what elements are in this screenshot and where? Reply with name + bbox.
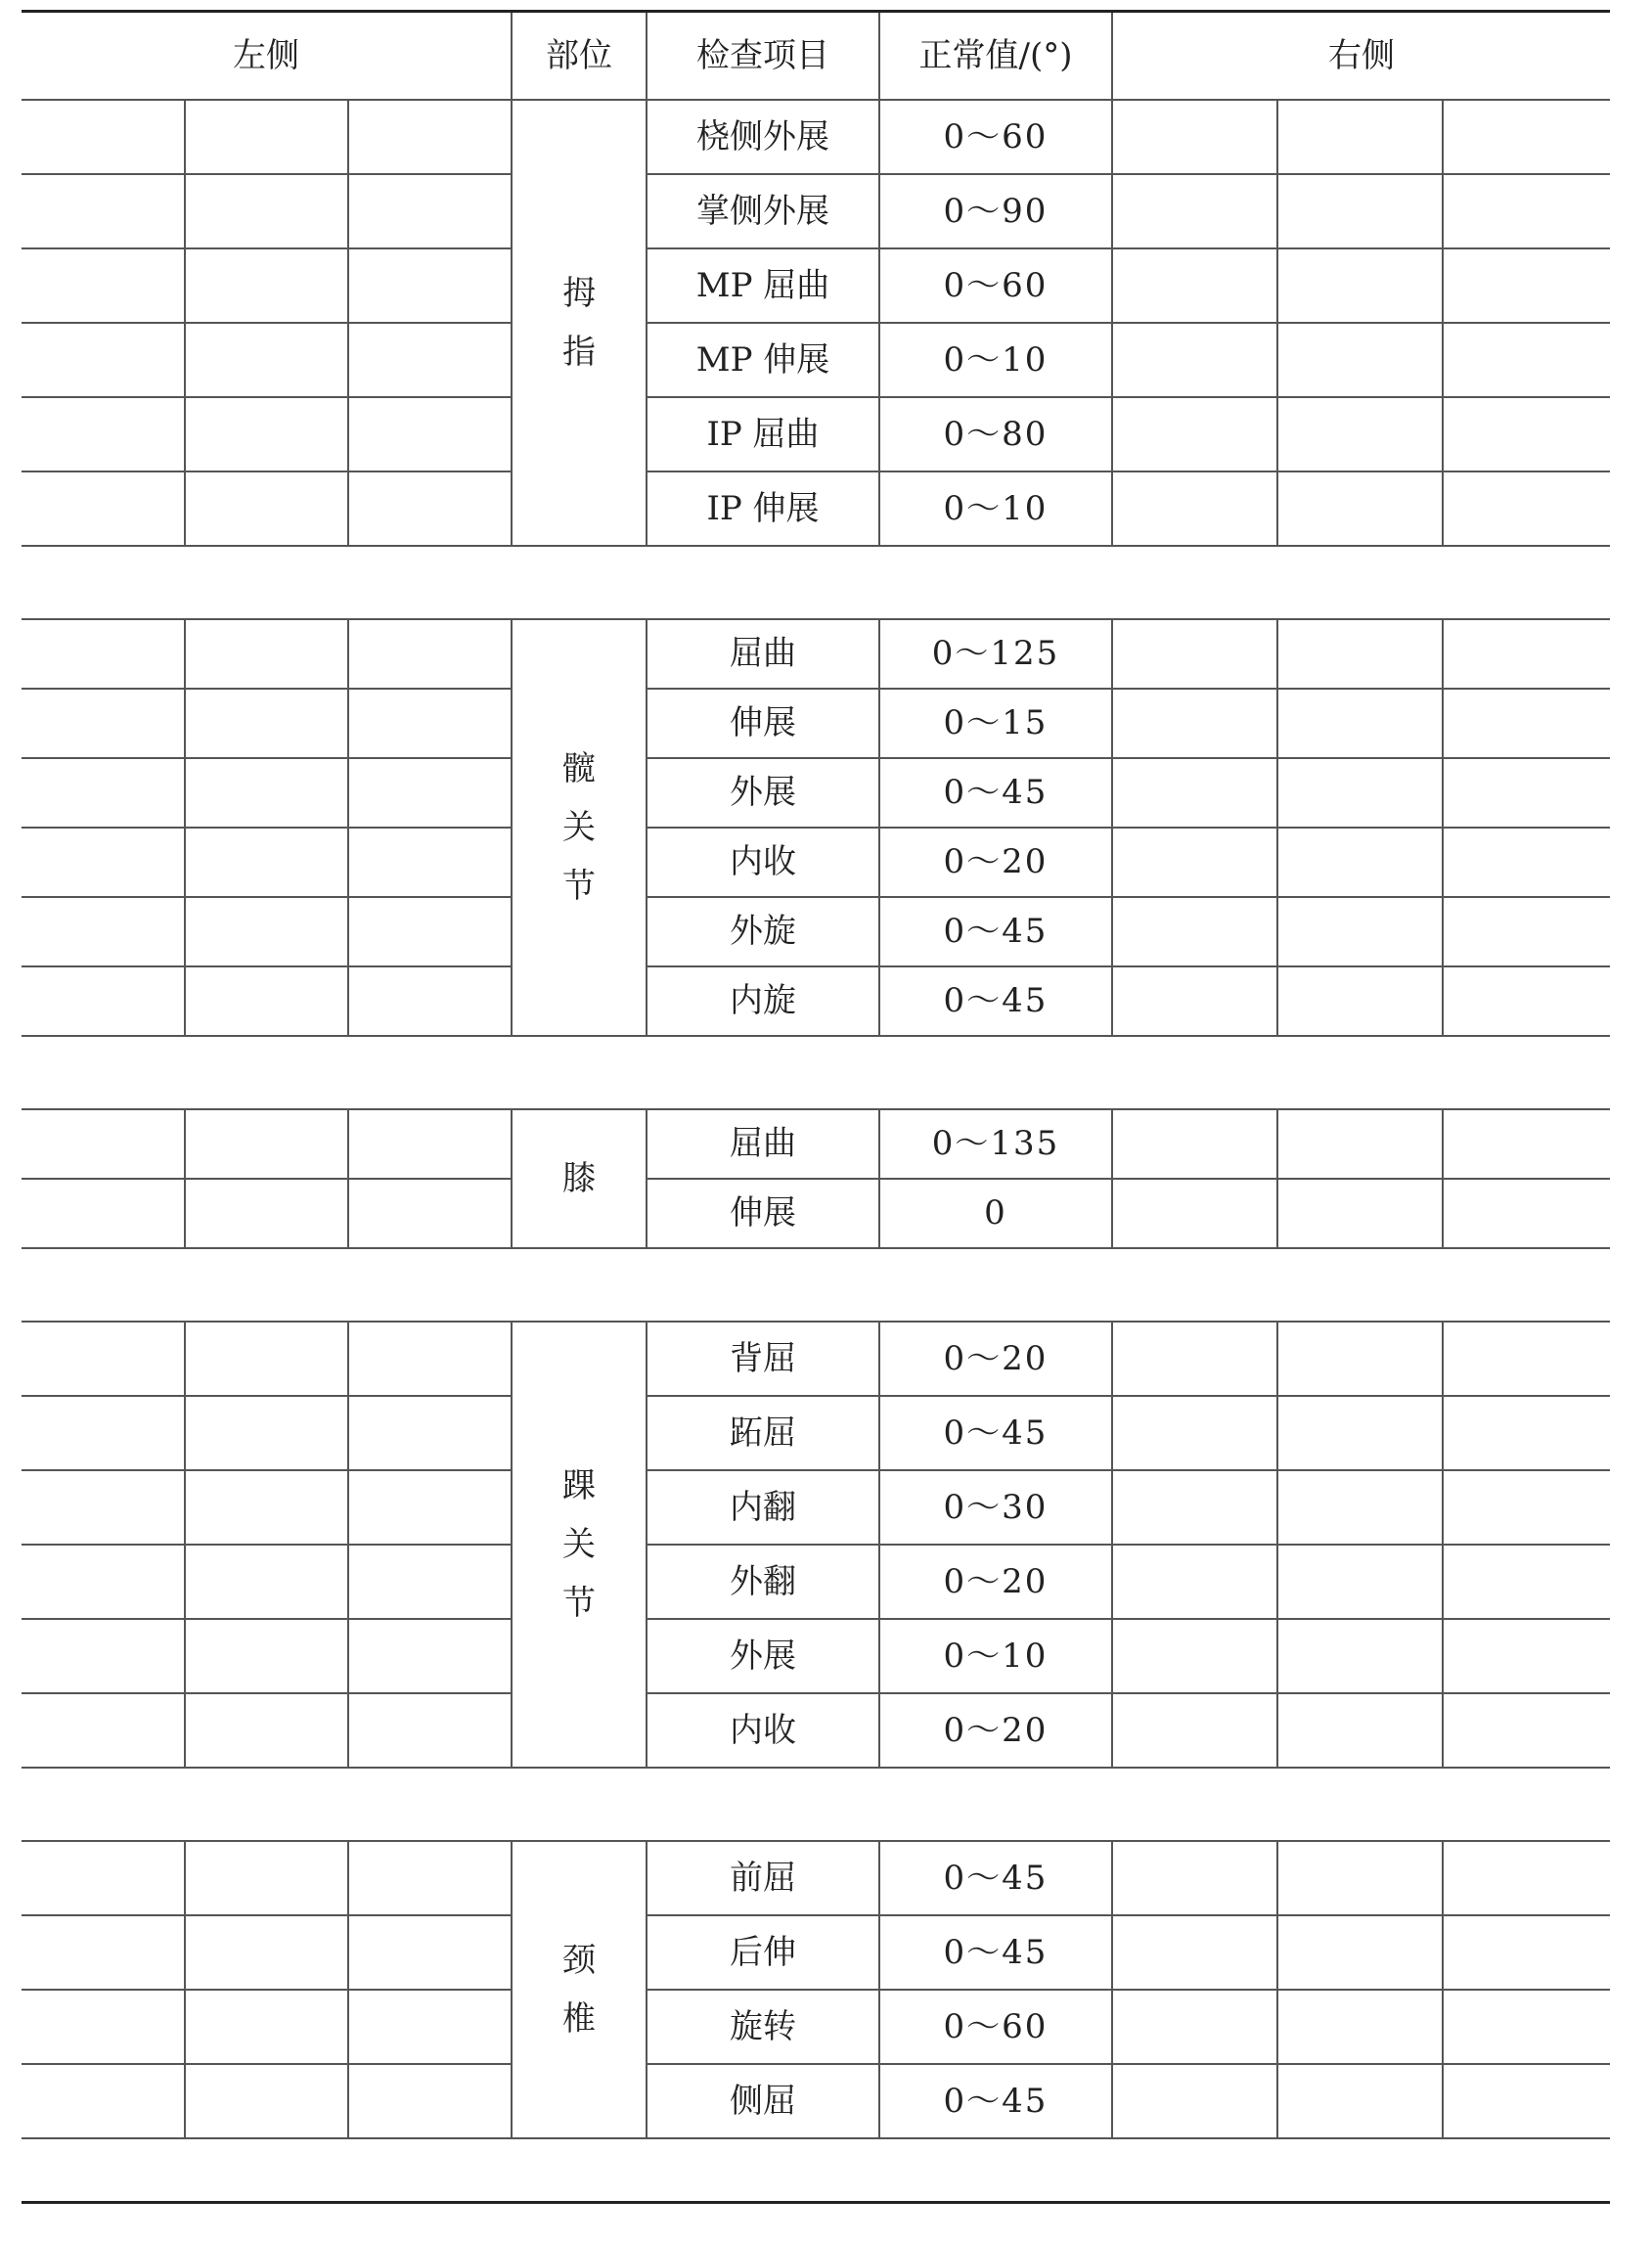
left-value-cell[interactable]	[185, 897, 348, 966]
exam-item-cell: MP 伸展	[647, 323, 879, 397]
right-value-cell[interactable]	[1277, 1990, 1443, 2064]
exam-item-cell: MP 屈曲	[647, 248, 879, 323]
right-value-cell[interactable]	[1112, 1179, 1277, 1248]
left-value-cell[interactable]	[348, 323, 512, 397]
right-value-cell[interactable]	[1443, 1109, 1610, 1179]
exam-item-cell: 后伸	[647, 1915, 879, 1990]
right-value-cell[interactable]	[1277, 471, 1443, 546]
left-value-cell[interactable]	[22, 966, 185, 1036]
left-value-cell[interactable]	[185, 1179, 348, 1248]
right-value-cell[interactable]	[1112, 471, 1277, 546]
left-value-cell[interactable]	[348, 966, 512, 1036]
normal-value-cell: 0～45	[879, 1841, 1112, 1915]
body-part-cell	[512, 619, 647, 1036]
exam-item-cell: 侧屈	[647, 2064, 879, 2138]
left-value-cell[interactable]	[22, 2064, 185, 2138]
left-value-cell[interactable]	[185, 1915, 348, 1990]
normal-value-cell: 0～90	[879, 174, 1112, 248]
table-row	[22, 100, 1610, 174]
body-part-label	[562, 1931, 596, 2048]
left-value-cell[interactable]	[22, 1545, 185, 1619]
right-value-cell[interactable]	[1277, 2064, 1443, 2138]
left-value-cell[interactable]	[22, 1619, 185, 1693]
right-value-cell[interactable]	[1443, 1693, 1610, 1768]
right-value-cell[interactable]	[1112, 897, 1277, 966]
exam-item-cell: 屈曲	[647, 1109, 879, 1179]
table-row	[22, 1915, 1610, 1990]
table-row	[22, 1841, 1610, 1915]
table-row	[22, 174, 1610, 248]
right-value-cell[interactable]	[1443, 2064, 1610, 2138]
normal-value-cell: 0～20	[879, 1693, 1112, 1768]
body-part-char: 髋	[562, 749, 596, 788]
exam-item-cell: 外展	[647, 758, 879, 828]
left-value-cell[interactable]	[185, 1109, 348, 1179]
left-value-cell[interactable]	[22, 1322, 185, 1396]
section-gap-row	[22, 546, 1610, 619]
left-value-cell[interactable]	[185, 828, 348, 897]
right-value-cell[interactable]	[1277, 1470, 1443, 1545]
left-value-cell[interactable]	[348, 1470, 512, 1545]
right-value-cell[interactable]	[1443, 1470, 1610, 1545]
left-value-cell[interactable]	[22, 1396, 185, 1470]
right-value-cell[interactable]	[1112, 397, 1277, 471]
right-value-cell[interactable]	[1112, 1396, 1277, 1470]
body-part-char: 椎	[562, 1999, 596, 2039]
exam-item-cell: 掌侧外展	[647, 174, 879, 248]
left-value-cell[interactable]	[348, 1841, 512, 1915]
body-part-label	[562, 1457, 596, 1633]
right-value-cell[interactable]	[1443, 897, 1610, 966]
left-value-cell[interactable]	[22, 248, 185, 323]
left-value-cell[interactable]	[348, 1109, 512, 1179]
body-part-char: 踝	[562, 1466, 596, 1505]
left-value-cell[interactable]	[22, 1693, 185, 1768]
right-value-cell[interactable]	[1112, 100, 1277, 174]
right-value-cell[interactable]	[1277, 323, 1443, 397]
right-value-cell[interactable]	[1277, 758, 1443, 828]
left-value-cell[interactable]	[185, 689, 348, 758]
right-value-cell[interactable]	[1277, 1322, 1443, 1396]
table-row	[22, 397, 1610, 471]
left-value-cell[interactable]	[22, 758, 185, 828]
right-value-cell[interactable]	[1277, 1693, 1443, 1768]
left-value-cell[interactable]	[185, 619, 348, 689]
header-right: 右侧	[1112, 12, 1610, 101]
normal-value-cell: 0～30	[879, 1470, 1112, 1545]
table-row	[22, 248, 1610, 323]
left-value-cell[interactable]	[348, 1179, 512, 1248]
left-value-cell[interactable]	[22, 100, 185, 174]
left-value-cell[interactable]	[185, 1470, 348, 1545]
section-gap-row	[22, 1768, 1610, 1841]
right-value-cell[interactable]	[1443, 397, 1610, 471]
right-value-cell[interactable]	[1112, 828, 1277, 897]
exam-item-cell: 内收	[647, 828, 879, 897]
left-value-cell[interactable]	[348, 2064, 512, 2138]
body-part-char: 节	[562, 867, 596, 906]
right-value-cell[interactable]	[1443, 1990, 1610, 2064]
exam-item-cell: IP 屈曲	[647, 397, 879, 471]
body-part-char: 节	[562, 1584, 596, 1623]
section-gap-cell	[22, 1768, 1610, 1841]
left-value-cell[interactable]	[22, 323, 185, 397]
right-value-cell[interactable]	[1277, 897, 1443, 966]
left-value-cell[interactable]	[348, 619, 512, 689]
normal-value-cell: 0～15	[879, 689, 1112, 758]
left-value-cell[interactable]	[185, 966, 348, 1036]
left-value-cell[interactable]	[348, 1915, 512, 1990]
normal-value-cell: 0～60	[879, 100, 1112, 174]
left-value-cell[interactable]	[22, 1915, 185, 1990]
right-value-cell[interactable]	[1277, 689, 1443, 758]
right-value-cell[interactable]	[1277, 619, 1443, 689]
left-value-cell[interactable]	[22, 174, 185, 248]
body-part-label	[562, 264, 596, 381]
table-body	[22, 100, 1610, 2211]
body-part-char: 拇	[562, 274, 596, 313]
body-part-char: 指	[562, 333, 596, 372]
right-value-cell[interactable]	[1277, 828, 1443, 897]
right-value-cell[interactable]	[1277, 966, 1443, 1036]
left-value-cell[interactable]	[22, 897, 185, 966]
normal-value-cell: 0～10	[879, 471, 1112, 546]
section-gap-row	[22, 1248, 1610, 1322]
left-value-cell[interactable]	[185, 1619, 348, 1693]
right-value-cell[interactable]	[1443, 1841, 1610, 1915]
body-part-char: 膝	[562, 1159, 596, 1198]
right-value-cell[interactable]	[1443, 1396, 1610, 1470]
left-value-cell[interactable]	[22, 471, 185, 546]
right-value-cell[interactable]	[1443, 1179, 1610, 1248]
left-value-cell[interactable]	[185, 1322, 348, 1396]
normal-value-cell: 0～10	[879, 323, 1112, 397]
table-row	[22, 828, 1610, 897]
exam-item-cell: 内收	[647, 1693, 879, 1768]
left-value-cell[interactable]	[22, 1841, 185, 1915]
left-value-cell[interactable]	[22, 619, 185, 689]
header-normal: 正常值/(°)	[879, 12, 1112, 101]
right-value-cell[interactable]	[1112, 689, 1277, 758]
body-part-label	[562, 1149, 596, 1208]
left-value-cell[interactable]	[185, 100, 348, 174]
left-value-cell[interactable]	[185, 471, 348, 546]
section-gap-cell	[22, 1248, 1610, 1322]
left-value-cell[interactable]	[185, 397, 348, 471]
section-gap-cell	[22, 2138, 1610, 2211]
section-gap-cell	[22, 1036, 1610, 1109]
right-value-cell[interactable]	[1443, 828, 1610, 897]
right-value-cell[interactable]	[1443, 1545, 1610, 1619]
left-value-cell[interactable]	[22, 1470, 185, 1545]
normal-value-cell: 0～20	[879, 1545, 1112, 1619]
left-value-cell[interactable]	[348, 758, 512, 828]
right-value-cell[interactable]	[1443, 323, 1610, 397]
normal-value-cell: 0～135	[879, 1109, 1112, 1179]
right-value-cell[interactable]	[1277, 1179, 1443, 1248]
right-value-cell[interactable]	[1112, 1915, 1277, 1990]
left-value-cell[interactable]	[185, 1545, 348, 1619]
left-value-cell[interactable]	[185, 1396, 348, 1470]
normal-value-cell: 0～45	[879, 1396, 1112, 1470]
normal-value-cell: 0～10	[879, 1619, 1112, 1693]
left-value-cell[interactable]	[185, 1990, 348, 2064]
right-value-cell[interactable]	[1443, 966, 1610, 1036]
table-row	[22, 1470, 1610, 1545]
left-value-cell[interactable]	[348, 897, 512, 966]
table-row	[22, 471, 1610, 546]
left-value-cell[interactable]	[348, 174, 512, 248]
exam-item-cell: 外旋	[647, 897, 879, 966]
normal-value-cell: 0～45	[879, 758, 1112, 828]
right-value-cell[interactable]	[1112, 966, 1277, 1036]
right-value-cell[interactable]	[1277, 1545, 1443, 1619]
table-row	[22, 897, 1610, 966]
left-value-cell[interactable]	[22, 689, 185, 758]
left-value-cell[interactable]	[348, 471, 512, 546]
left-value-cell[interactable]	[185, 1841, 348, 1915]
normal-value-cell: 0～20	[879, 828, 1112, 897]
left-value-cell[interactable]	[348, 1545, 512, 1619]
right-value-cell[interactable]	[1277, 1619, 1443, 1693]
right-value-cell[interactable]	[1112, 323, 1277, 397]
normal-value-cell: 0～80	[879, 397, 1112, 471]
right-value-cell[interactable]	[1112, 1990, 1277, 2064]
right-value-cell[interactable]	[1112, 2064, 1277, 2138]
normal-value-cell: 0～45	[879, 2064, 1112, 2138]
right-value-cell[interactable]	[1277, 1841, 1443, 1915]
right-value-cell[interactable]	[1443, 1619, 1610, 1693]
right-value-cell[interactable]	[1443, 174, 1610, 248]
right-value-cell[interactable]	[1112, 174, 1277, 248]
table-row	[22, 1179, 1610, 1248]
normal-value-cell: 0～45	[879, 1915, 1112, 1990]
body-part-cell	[512, 1109, 647, 1248]
normal-value-cell: 0～20	[879, 1322, 1112, 1396]
exam-item-cell: 跖屈	[647, 1396, 879, 1470]
table-row	[22, 966, 1610, 1036]
left-value-cell[interactable]	[185, 248, 348, 323]
left-value-cell[interactable]	[22, 1179, 185, 1248]
right-value-cell[interactable]	[1112, 1322, 1277, 1396]
table-row	[22, 619, 1610, 689]
exam-item-cell: 内旋	[647, 966, 879, 1036]
header-item: 检查项目	[647, 12, 879, 101]
table-row	[22, 1396, 1610, 1470]
left-value-cell[interactable]	[22, 397, 185, 471]
left-value-cell[interactable]	[185, 2064, 348, 2138]
right-value-cell[interactable]	[1112, 1841, 1277, 1915]
right-value-cell[interactable]	[1112, 248, 1277, 323]
left-value-cell[interactable]	[185, 174, 348, 248]
left-value-cell[interactable]	[185, 1693, 348, 1768]
left-value-cell[interactable]	[22, 1990, 185, 2064]
normal-value-cell: 0～45	[879, 966, 1112, 1036]
right-value-cell[interactable]	[1112, 1109, 1277, 1179]
table-row	[22, 1990, 1610, 2064]
section-gap-cell	[22, 546, 1610, 619]
section-gap-row	[22, 2138, 1610, 2211]
exam-item-cell: 内翻	[647, 1470, 879, 1545]
left-value-cell[interactable]	[348, 100, 512, 174]
right-value-cell[interactable]	[1443, 619, 1610, 689]
right-value-cell[interactable]	[1443, 471, 1610, 546]
right-value-cell[interactable]	[1443, 1322, 1610, 1396]
table-row	[22, 1619, 1610, 1693]
body-part-char: 颈	[562, 1941, 596, 1980]
right-value-cell[interactable]	[1277, 248, 1443, 323]
bottom-rule	[22, 2201, 1610, 2204]
right-value-cell[interactable]	[1112, 1470, 1277, 1545]
right-value-cell[interactable]	[1443, 100, 1610, 174]
exam-item-cell: 旋转	[647, 1990, 879, 2064]
right-value-cell[interactable]	[1112, 1619, 1277, 1693]
body-part-char: 关	[562, 808, 596, 847]
right-value-cell[interactable]	[1112, 758, 1277, 828]
body-part-cell	[512, 1841, 647, 2138]
exam-item-cell: 外展	[647, 1619, 879, 1693]
left-value-cell[interactable]	[348, 1322, 512, 1396]
right-value-cell[interactable]	[1443, 689, 1610, 758]
header-left: 左侧	[22, 12, 512, 101]
right-value-cell[interactable]	[1277, 1915, 1443, 1990]
left-value-cell[interactable]	[348, 397, 512, 471]
table-row	[22, 1693, 1610, 1768]
exam-item-cell: 屈曲	[647, 619, 879, 689]
left-value-cell[interactable]	[348, 1693, 512, 1768]
right-value-cell[interactable]	[1277, 397, 1443, 471]
body-part-cell	[512, 1322, 647, 1768]
right-value-cell[interactable]	[1112, 619, 1277, 689]
left-value-cell[interactable]	[22, 1109, 185, 1179]
left-value-cell[interactable]	[348, 1619, 512, 1693]
right-value-cell[interactable]	[1277, 174, 1443, 248]
left-value-cell[interactable]	[348, 1990, 512, 2064]
normal-value-cell: 0～60	[879, 248, 1112, 323]
right-value-cell[interactable]	[1443, 1915, 1610, 1990]
exam-item-cell: 桡侧外展	[647, 100, 879, 174]
right-value-cell[interactable]	[1112, 1545, 1277, 1619]
table-row	[22, 1545, 1610, 1619]
table-row	[22, 758, 1610, 828]
body-part-label	[562, 740, 596, 916]
left-value-cell[interactable]	[348, 828, 512, 897]
normal-value-cell: 0～45	[879, 897, 1112, 966]
normal-value-cell: 0	[879, 1179, 1112, 1248]
table-row	[22, 1322, 1610, 1396]
exam-item-cell: 外翻	[647, 1545, 879, 1619]
left-value-cell[interactable]	[348, 689, 512, 758]
exam-item-cell: 前屈	[647, 1841, 879, 1915]
body-part-char: 关	[562, 1525, 596, 1564]
header-part: 部位	[512, 12, 647, 101]
table-row	[22, 689, 1610, 758]
right-value-cell[interactable]	[1112, 1693, 1277, 1768]
left-value-cell[interactable]	[348, 248, 512, 323]
right-value-cell[interactable]	[1277, 1109, 1443, 1179]
exam-item-cell: 背屈	[647, 1322, 879, 1396]
right-value-cell[interactable]	[1277, 100, 1443, 174]
range-of-motion-table	[22, 10, 1610, 2211]
table-row	[22, 323, 1610, 397]
header-row	[22, 12, 1610, 101]
table-row	[22, 1109, 1610, 1179]
right-value-cell[interactable]	[1277, 1396, 1443, 1470]
normal-value-cell: 0～125	[879, 619, 1112, 689]
body-part-cell	[512, 100, 647, 546]
exam-item-cell: 伸展	[647, 1179, 879, 1248]
exam-item-cell: IP 伸展	[647, 471, 879, 546]
left-value-cell[interactable]	[22, 828, 185, 897]
left-value-cell[interactable]	[185, 323, 348, 397]
right-value-cell[interactable]	[1443, 758, 1610, 828]
normal-value-cell: 0～60	[879, 1990, 1112, 2064]
right-value-cell[interactable]	[1443, 248, 1610, 323]
left-value-cell[interactable]	[348, 1396, 512, 1470]
exam-item-cell: 伸展	[647, 689, 879, 758]
table-row	[22, 2064, 1610, 2138]
left-value-cell[interactable]	[185, 758, 348, 828]
section-gap-row	[22, 1036, 1610, 1109]
